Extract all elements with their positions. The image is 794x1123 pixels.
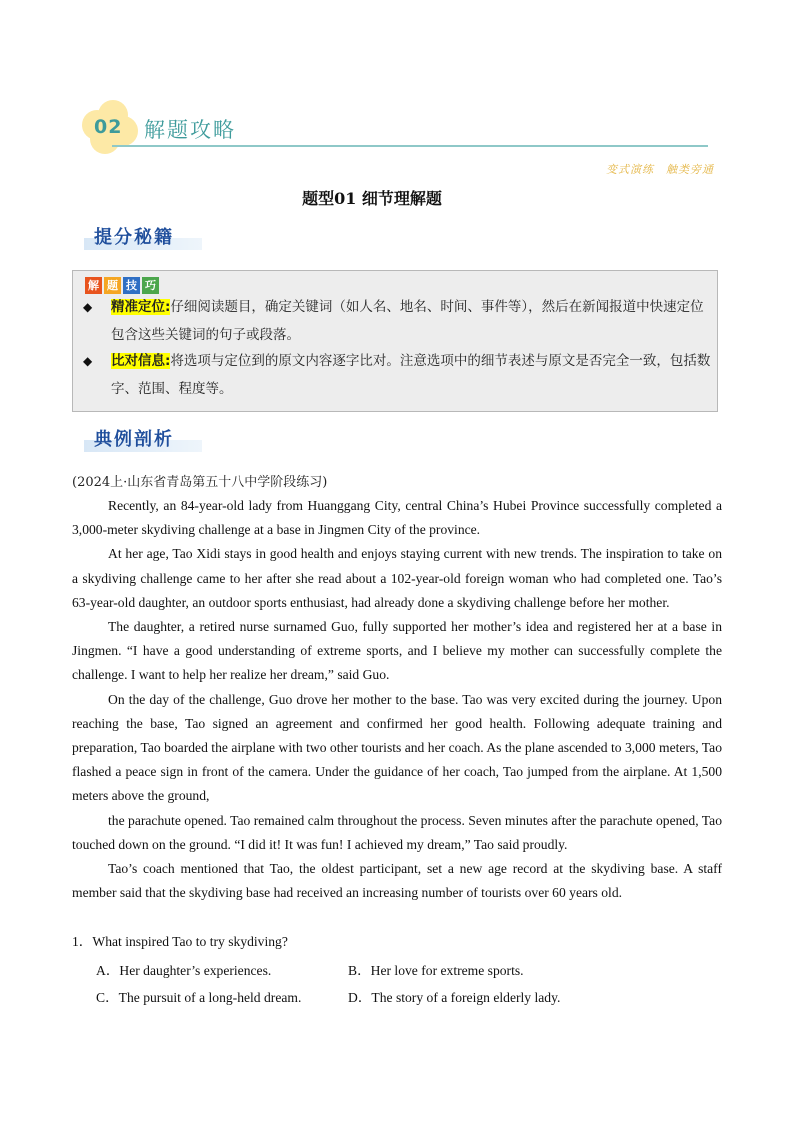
tip-tag: 巧 bbox=[142, 277, 159, 294]
tip-highlight: 精准定位: bbox=[111, 299, 171, 315]
option-b: B．Her love for extreme sports. bbox=[348, 963, 524, 978]
tips-box bbox=[72, 270, 718, 412]
example-label: 典例剖析 bbox=[94, 429, 174, 450]
section-title: 解题攻略 bbox=[144, 118, 236, 142]
section-header bbox=[78, 98, 710, 158]
question-stem: 1．What inspired Tao to try skydiving? bbox=[72, 934, 288, 949]
reading-passage bbox=[72, 494, 722, 905]
tip-text: 仔细阅读题目，确定关键词（如人名、地名、时间、事件等），然后在新闻报道中快速定位包含这些关键词的句子或段落。 bbox=[111, 299, 704, 343]
source-citation: (2024上·山东省青岛第五十八中学阶段练习) bbox=[72, 475, 328, 490]
tips-label: 提分秘籍 bbox=[94, 227, 174, 248]
tip-item bbox=[83, 293, 711, 349]
passage-paragraph: On the day of the challenge, Guo drove her mother to the base. Tao was very excited during the journey. Upon reaching the base, Tao signed an agreement and confirmed her good health. Following adequate training and preparation, Tao boarded the airplane with two other tourists and her coach. As the plane ascended to 3,000 meters, Tao flashed a peace sign in front of the camera. Under the guidance of her coach, Tao jumped from the airplane. At 1,500 meters above the ground, bbox=[72, 691, 722, 804]
tip-highlight: 比对信息: bbox=[111, 353, 171, 369]
option-a: A．Her daughter’s experiences. bbox=[96, 963, 272, 978]
section-number: 02 bbox=[94, 116, 123, 138]
tips-tags bbox=[85, 277, 159, 294]
diamond-bullet-icon: ◆ bbox=[83, 354, 93, 368]
tips-label-banner bbox=[78, 222, 200, 252]
section-divider bbox=[112, 145, 708, 147]
diamond-bullet-icon: ◆ bbox=[83, 300, 93, 314]
example-label-banner bbox=[78, 424, 200, 454]
passage-paragraph: The daughter, a retired nurse surnamed Guo, fully supported her mother’s idea and registered her at a base in Jingmen. “I have a good understanding of extreme sports, and I believe my mother can successfully complete the challenge. I want to help her realize her dream,” said Guo. bbox=[72, 619, 722, 683]
tip-item bbox=[83, 347, 711, 403]
passage-paragraph: At her age, Tao Xidi stays in good health and enjoys staying current with new trends. The inspiration to take on a skydiving challenge came to her after she read about a 102-year-old foreign woman who had completed one. Tao’s 63-year-old daughter, an outdoor sports enthusiast, had already done a skydiving challenge before her mother. bbox=[72, 546, 722, 610]
option-d: D．The story of a foreign elderly lady. bbox=[348, 990, 561, 1005]
tip-tag: 技 bbox=[123, 277, 140, 294]
option-c: C．The pursuit of a long-held dream. bbox=[96, 990, 302, 1005]
section-tagline: 变式演练 触类旁通 bbox=[606, 163, 714, 176]
passage-paragraph: the parachute opened. Tao remained calm throughout the process. Seven minutes after the parachute opened, Tao touched down on the ground. “I did it! It was fun! I achieved my dream,” Tao said proudly. bbox=[72, 812, 722, 852]
passage-paragraph: Recently, an 84-year-old lady from Huanggang City, central China’s Hubei Province successfully completed a 3,000-meter skydiving challenge at a base in Jingmen City of the province. bbox=[72, 498, 722, 538]
page-title: 题型01 细节理解题 bbox=[302, 189, 442, 208]
tip-text: 将选项与定位到的原文内容逐字比对。注意选项中的细节表述与原文是否完全一致，包括数字、范围、程度等。 bbox=[111, 353, 711, 397]
tip-tag: 解 bbox=[85, 277, 102, 294]
tip-tag: 题 bbox=[104, 277, 121, 294]
passage-paragraph: Tao’s coach mentioned that Tao, the oldest participant, set a new age record at the skydiving base. A staff member said that the skydiving base had received an increasing number of tourists over 60 years old. bbox=[72, 861, 722, 901]
